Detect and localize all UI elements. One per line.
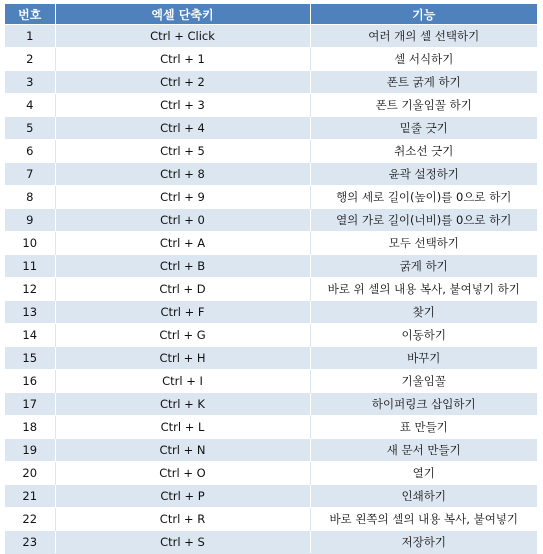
row-number-cell: 11 <box>5 255 55 278</box>
table-header <box>5 4 537 25</box>
function-cell: 모두 선택하기 <box>310 232 537 255</box>
row-number-cell: 5 <box>5 117 55 140</box>
row-number-cell: 1 <box>5 25 55 48</box>
table-row <box>5 370 537 393</box>
table-row <box>5 71 537 94</box>
shortcut-cell: Ctrl + 2 <box>55 71 310 94</box>
table-row <box>5 278 537 301</box>
row-number-cell: 2 <box>5 48 55 71</box>
shortcut-table-container <box>5 4 537 554</box>
table-row <box>5 416 537 439</box>
header-number: 번호 <box>5 4 55 25</box>
table-row <box>5 462 537 485</box>
row-number-cell: 9 <box>5 209 55 232</box>
shortcut-cell: Ctrl + Click <box>55 25 310 48</box>
shortcut-cell: Ctrl + 5 <box>55 140 310 163</box>
row-number-cell: 23 <box>5 531 55 554</box>
shortcut-cell: Ctrl + 4 <box>55 117 310 140</box>
row-number-cell: 12 <box>5 278 55 301</box>
shortcut-cell: Ctrl + K <box>55 393 310 416</box>
table-row <box>5 140 537 163</box>
function-cell: 인쇄하기 <box>310 485 537 508</box>
function-cell: 바로 왼쪽의 셀의 내용 복사, 붙여넣기 <box>310 508 537 531</box>
table-row <box>5 94 537 117</box>
shortcut-cell: Ctrl + D <box>55 278 310 301</box>
function-cell: 밑줄 긋기 <box>310 117 537 140</box>
table-row <box>5 393 537 416</box>
shortcut-cell: Ctrl + L <box>55 416 310 439</box>
shortcut-cell: Ctrl + B <box>55 255 310 278</box>
shortcut-cell: Ctrl + N <box>55 439 310 462</box>
row-number-cell: 20 <box>5 462 55 485</box>
function-cell: 폰트 기울임꼴 하기 <box>310 94 537 117</box>
shortcut-cell: Ctrl + 8 <box>55 163 310 186</box>
table-row <box>5 347 537 370</box>
function-cell: 저장하기 <box>310 531 537 554</box>
row-number-cell: 22 <box>5 508 55 531</box>
shortcut-cell: Ctrl + 9 <box>55 186 310 209</box>
function-cell: 윤곽 설정하기 <box>310 163 537 186</box>
shortcut-cell: Ctrl + F <box>55 301 310 324</box>
function-cell: 셀 서식하기 <box>310 48 537 71</box>
shortcut-cell: Ctrl + S <box>55 531 310 554</box>
shortcut-cell: Ctrl + 1 <box>55 48 310 71</box>
header-shortcut: 엑셀 단축키 <box>55 4 310 25</box>
function-cell: 새 문서 만들기 <box>310 439 537 462</box>
shortcut-cell: Ctrl + A <box>55 232 310 255</box>
table-row <box>5 209 537 232</box>
function-cell: 하이퍼링크 삽입하기 <box>310 393 537 416</box>
function-cell: 폰트 굵게 하기 <box>310 71 537 94</box>
table-row <box>5 186 537 209</box>
shortcut-cell: Ctrl + O <box>55 462 310 485</box>
shortcut-cell: Ctrl + R <box>55 508 310 531</box>
function-cell: 굵게 하기 <box>310 255 537 278</box>
function-cell: 바로 위 셀의 내용 복사, 붙여넣기 하기 <box>310 278 537 301</box>
table-row <box>5 324 537 347</box>
table-row <box>5 25 537 48</box>
row-number-cell: 7 <box>5 163 55 186</box>
row-number-cell: 15 <box>5 347 55 370</box>
function-cell: 기울임꼴 <box>310 370 537 393</box>
function-cell: 표 만들기 <box>310 416 537 439</box>
function-cell: 바꾸기 <box>310 347 537 370</box>
row-number-cell: 18 <box>5 416 55 439</box>
shortcut-cell: Ctrl + 3 <box>55 94 310 117</box>
table-row <box>5 301 537 324</box>
function-cell: 열의 가로 길이(너비)를 0으로 하기 <box>310 209 537 232</box>
table-row <box>5 48 537 71</box>
row-number-cell: 17 <box>5 393 55 416</box>
row-number-cell: 16 <box>5 370 55 393</box>
table-row <box>5 163 537 186</box>
table-row <box>5 508 537 531</box>
row-number-cell: 6 <box>5 140 55 163</box>
row-number-cell: 4 <box>5 94 55 117</box>
shortcut-cell: Ctrl + G <box>55 324 310 347</box>
table-row <box>5 531 537 554</box>
function-cell: 찾기 <box>310 301 537 324</box>
shortcut-cell: Ctrl + H <box>55 347 310 370</box>
row-number-cell: 3 <box>5 71 55 94</box>
shortcut-cell: Ctrl + 0 <box>55 209 310 232</box>
function-cell: 취소선 긋기 <box>310 140 537 163</box>
table-row <box>5 485 537 508</box>
table-row <box>5 117 537 140</box>
row-number-cell: 19 <box>5 439 55 462</box>
row-number-cell: 21 <box>5 485 55 508</box>
row-number-cell: 14 <box>5 324 55 347</box>
excel-shortcut-table <box>5 4 537 554</box>
row-number-cell: 8 <box>5 186 55 209</box>
function-cell: 이동하기 <box>310 324 537 347</box>
table-row <box>5 232 537 255</box>
header-row <box>5 4 537 25</box>
header-function: 기능 <box>310 4 537 25</box>
row-number-cell: 13 <box>5 301 55 324</box>
row-number-cell: 10 <box>5 232 55 255</box>
table-row <box>5 439 537 462</box>
function-cell: 열기 <box>310 462 537 485</box>
shortcut-cell: Ctrl + P <box>55 485 310 508</box>
shortcut-cell: Ctrl + I <box>55 370 310 393</box>
table-row <box>5 255 537 278</box>
table-body <box>5 25 537 554</box>
function-cell: 여러 개의 셀 선택하기 <box>310 25 537 48</box>
function-cell: 행의 세로 길이(높이)를 0으로 하기 <box>310 186 537 209</box>
